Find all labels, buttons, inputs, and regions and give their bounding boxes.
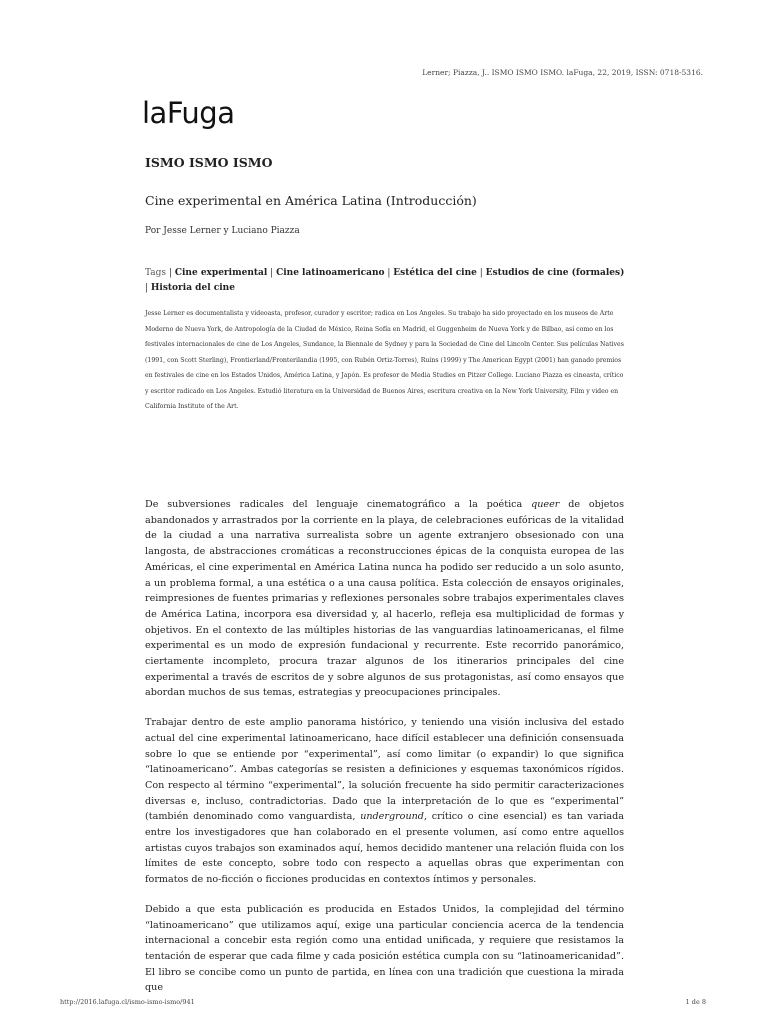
page-number: 1 de 8 <box>685 998 706 1006</box>
emphasis: queer <box>531 499 560 510</box>
author-bio: Jesse Lerner es documentalista y videoasta, profesor, curador y escritor; radica en Los Angeles. Su trabajo ha sido proyectado en los museos de Arte Moderno de Nueva York, de Antropología de la Ciudad de México, Reina Sofía en Madrid, el Guggenheim de Nueva York y de Bilbao, así como en los festivales internacionales de cine de Los Angeles, Sundance, la Biennale de Sydney y para la Sociedad de Cine del Lincoln Center. Sus películas Natives (1991, con Scott Sterling), Frontierland/Fronterilandia (1995, con Rubén Ortiz-Torres), Ruins (1999) y The American Egypt (2001) han ganado premios en festivales de cine en los Estados Unidos, América Latina, y Japón. Es profesor de Media Studies en Pitzer College. Luciano Piazza es cineasta, crítico y escritor radicado en Los Angeles. Estudió literatura en la Universidad de Buenos Aires, escritura creativa en la New York University, Film y video en California Institute of the Art. <box>145 310 624 410</box>
site-logo[interactable]: laFuga <box>142 96 235 130</box>
text-run: De subversiones radicales del lenguaje cinematográfico a la poética <box>145 499 532 510</box>
tag-link[interactable]: Estudios de cine (formales) <box>485 268 625 278</box>
citation-header: Lerner; Piazza, J.. ISMO ISMO ISMO. laFuga, 22, 2019, ISSN: 0718-5316. <box>422 68 703 77</box>
text-run: de objetos abandonados y arrastrados por la corriente en la playa, de celebraciones eufóricas de la vitalidad de la ciudad a una narrativa surrealista sobre un agente extranjero obsesionado con una langosta, de abstracciones cromáticas a reconstrucciones épicas de la conquista europea de las Américas, el cine experimental en América Latina nunca ha podido ser reducido a un solo asunto, a un problema formal, a una estética o a una causa política. Esta colección de ensayos originales, reimpresiones de fuentes primarias y reflexiones personales sobre trabajos experimentales claves de América Latina, incorpora esa diversidad y, al hacerlo, refleja esa multiplicidad de formas y objetivos. En el contexto de las múltiples historias de las vanguardias latinoamericanas, el filme experimental es un modo de expresión fundacional y recurrente. Este recorrido panorámico, ciertamente incompleto, procura trazar algunos de los itinerarios principales del cine experimental a través de escritos de y sobre algunos de sus protagonistas, así como ensayos que abordan muchos de sus temas, estrategias y preocupaciones principales. <box>145 499 624 699</box>
emphasis: underground <box>360 811 424 823</box>
tags-label: Tags <box>145 268 167 278</box>
text-run: , crítico o cine esencial) es tan variada entre los investigadores que han colaborado en el presente volumen, así como entre aquellos artistas cuyos trabajos son examinados aquí, hemos decidido mantener una relación fluida con los límites de este concepto, sobre todo con respecto a aquellas obras que experimentan con formatos de no-ficción o ficciones producidas en contextos íntimos y personales. <box>145 811 624 886</box>
article-subtitle: Cine experimental en América Latina (Introducción) <box>145 193 477 208</box>
tag-link[interactable]: Estética del cine <box>393 268 477 278</box>
tag-link[interactable]: Cine experimental <box>174 268 268 278</box>
footer-url[interactable]: http://2016.lafuga.cl/ismo-ismo-ismo/941 <box>60 998 195 1006</box>
body-paragraph <box>145 497 624 701</box>
body-paragraph <box>145 715 624 888</box>
article-body <box>145 497 624 1010</box>
text-run: Trabajar dentro de este amplio panorama histórico, y teniendo una visión inclusiva del estado actual del cine experimental latinoamericano, hace difícil establecer una definición consensuada sobre lo que se entiende por “experimental”, así como limitar (o expandir) lo que significa “latinoamericano”. Ambas categorías se resisten a definiciones y esquemas taxonómicos rígidos. Con respecto al término “experimental”, la solución frecuente ha sido permitir caracterizaciones diversas e, incluso, contradictorias. Dado que la interpretación de lo que es “experimental” (también denominado como vanguardista, <box>145 717 624 823</box>
tag-link[interactable]: Historia del cine <box>150 283 235 293</box>
tags-list: Tags | Cine experimental | Cine latinoamericano | Estética del cine | Estudios de cine (formales) | Historia del cine <box>145 268 625 293</box>
article-title: ISMO ISMO ISMO <box>145 155 273 170</box>
article-byline: Por Jesse Lerner y Luciano Piazza <box>145 226 300 236</box>
body-paragraph: Debido a que esta publicación es producida en Estados Unidos, la complejidad del término “latinoamericano” que utilizamos aquí, exige una particular conciencia acerca de la tendencia internacional a concebir esta región como una entidad unificada, y requiere que resistamos la tentación de esperar que cada filme y cada posición estética cumpla con su “latinoamericanidad”. El libro se concibe como un punto de partida, en línea con una tradición que cuestiona la mirada que <box>145 903 624 994</box>
tag-link[interactable]: Cine latinoamericano <box>276 268 385 278</box>
